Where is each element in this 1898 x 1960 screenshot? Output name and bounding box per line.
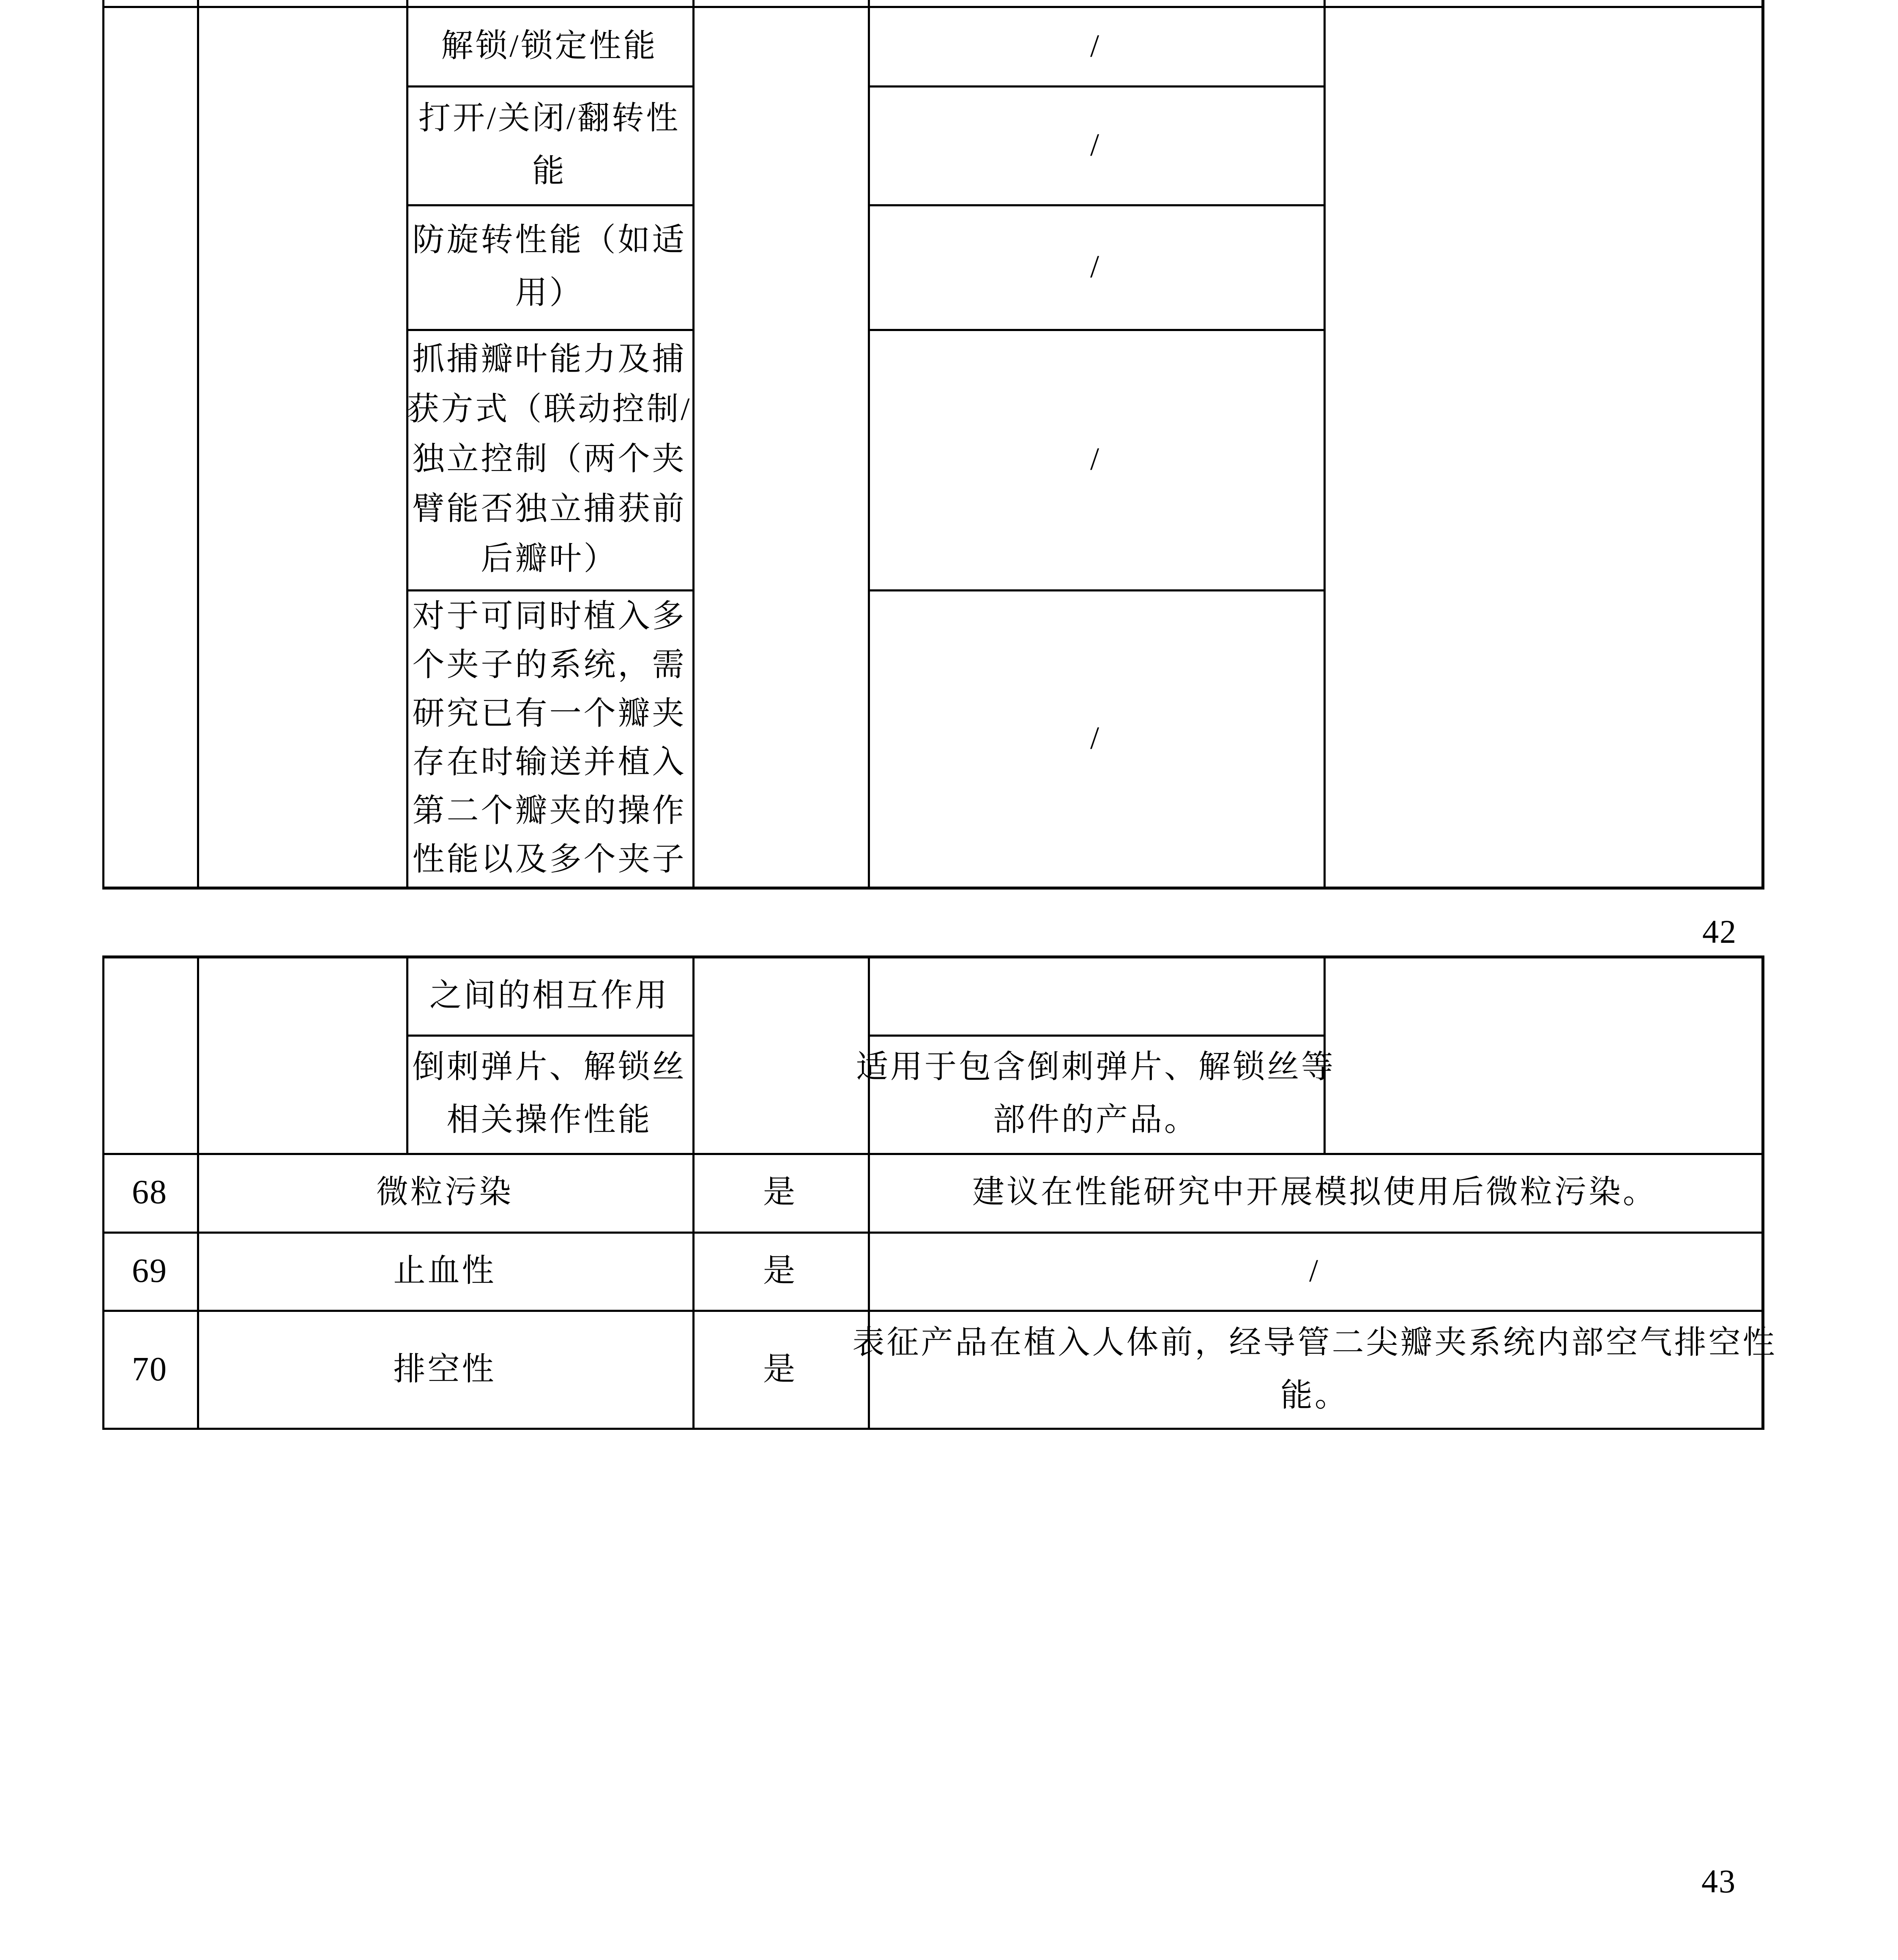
result-slash: / bbox=[1090, 720, 1102, 756]
subitem-cell: 对于可同时植入多 个夹子的系统，需 研究已有一个瓣夹 存在时输送并植入 第二个瓣夹的操作 性能以及多个夹子 bbox=[412, 599, 686, 877]
row-number-cell: 69 bbox=[132, 1252, 167, 1289]
note-cell: 适用于包含倒刺弹片、解锁丝等 部件的产品。 bbox=[856, 1049, 1335, 1138]
t1-col-subitem-right bbox=[692, 0, 695, 888]
subitem-cell bbox=[408, 8, 690, 84]
item-cell: 排空性 bbox=[393, 1352, 496, 1387]
subitem-cell: 抓捕瓣叶能力及捕 获方式（联动控制/ 独立控制（两个夹 臂能否独立捕获前 后瓣叶） bbox=[407, 342, 692, 577]
subitem-cell: 倒刺弹片、解锁丝 相关操作性能 bbox=[412, 1049, 686, 1138]
t1-col-left-edge bbox=[102, 0, 104, 888]
t2-top-border bbox=[102, 955, 1764, 958]
t2-bottom-border bbox=[102, 1428, 1764, 1430]
note-cell bbox=[870, 1234, 1759, 1308]
applicable-cell: 是 bbox=[763, 1174, 797, 1210]
row-number-cell: 70 bbox=[132, 1351, 167, 1388]
item-cell: 止血性 bbox=[393, 1253, 496, 1289]
t1-col-no-right bbox=[197, 0, 199, 888]
result-cell bbox=[870, 331, 1321, 587]
subitem-cell: 打开/关闭/翻转性 能 bbox=[418, 100, 681, 189]
result-slash: / bbox=[1090, 441, 1102, 477]
note-cell: 建议在性能研究中开展模拟使用后微粒污染。 bbox=[972, 1174, 1657, 1210]
result-cell bbox=[870, 88, 1321, 202]
result-cell bbox=[870, 591, 1321, 885]
result-slash: / bbox=[1309, 1253, 1321, 1289]
result-slash: / bbox=[1090, 249, 1102, 285]
applicable-cell: 是 bbox=[763, 1253, 797, 1289]
result-slash: / bbox=[1090, 28, 1102, 64]
note-cell: 表征产品在植入人体前，经导管二尖瓣夹系统内部空气排空性 能。 bbox=[852, 1325, 1777, 1413]
page-number-43: 43 bbox=[1701, 1863, 1736, 1900]
result-slash: / bbox=[1090, 127, 1102, 163]
item-cell: 微粒污染 bbox=[376, 1174, 513, 1210]
t1-pagebreak-border bbox=[102, 887, 1764, 890]
result-cell bbox=[870, 8, 1321, 84]
result-cell bbox=[870, 206, 1321, 327]
applicable-cell: 是 bbox=[763, 1352, 797, 1387]
page-number-42: 42 bbox=[1702, 913, 1737, 950]
t1-col-result-right bbox=[1324, 0, 1326, 888]
subitem-text: 解锁/锁定性能 bbox=[441, 28, 658, 64]
row-number-cell: 68 bbox=[132, 1174, 167, 1211]
subitem-cell: 防旋转性能（如适 用） bbox=[412, 222, 686, 311]
t1-right-edge bbox=[1761, 0, 1764, 888]
subitem-cell: 之间的相互作用 bbox=[429, 978, 669, 1013]
